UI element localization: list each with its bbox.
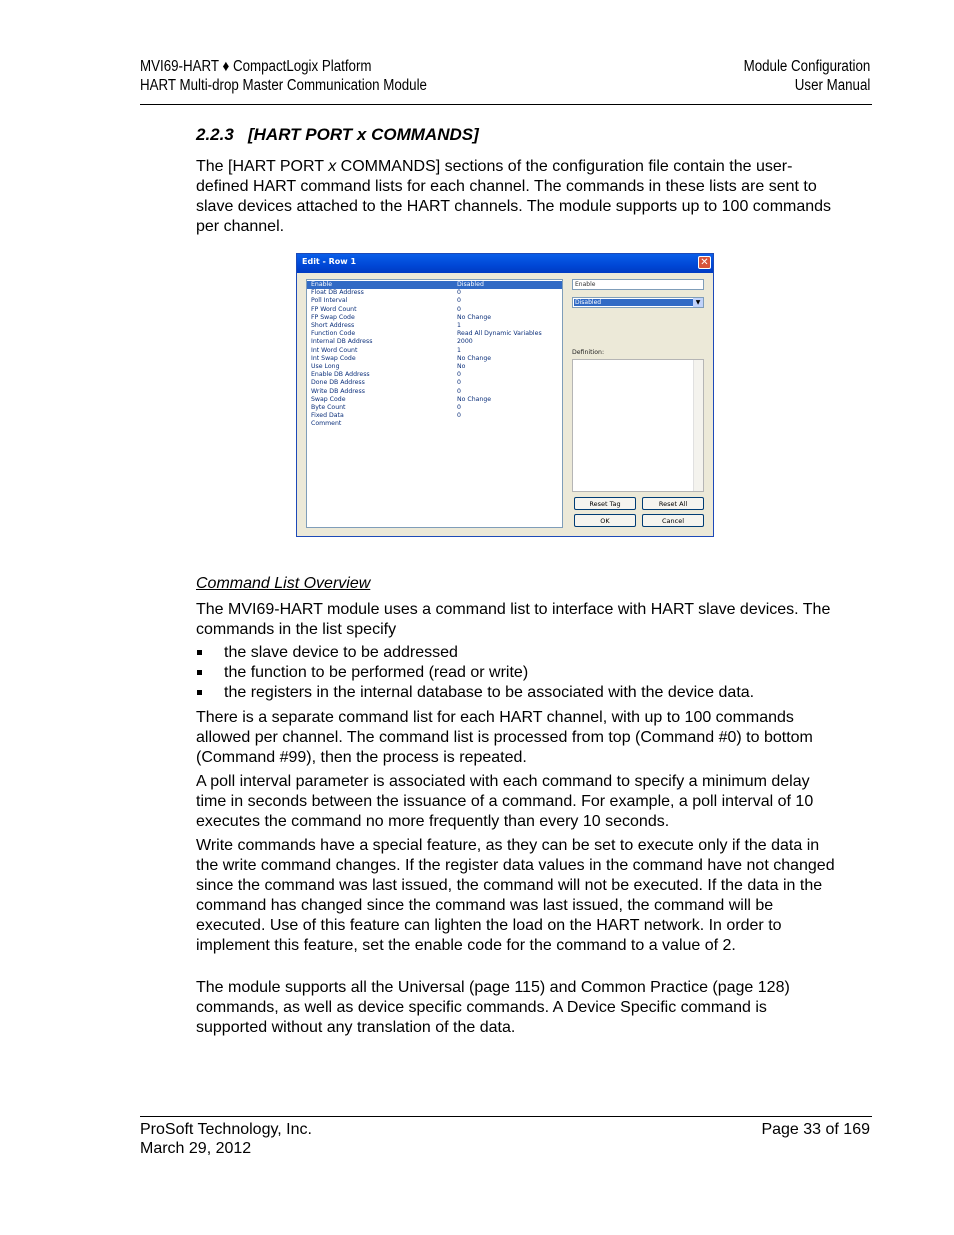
parameter-row[interactable] [307,297,562,305]
header-doc-type: User Manual [794,77,870,94]
parameter-value: Read All Dynamic Variables [457,330,542,338]
parameter-name: Comment [311,420,342,428]
parameter-row[interactable] [307,412,562,420]
intro-paragraph [196,157,836,237]
parameter-value: Disabled [457,281,484,288]
footer-divider [140,1116,872,1117]
header-module: HART Multi-drop Master Communication Module [140,77,427,94]
parameter-name: Done DB Address [311,379,365,387]
parameter-row[interactable] [307,347,562,355]
parameter-value: No [457,363,466,370]
parameter-name: Int Word Count [311,346,358,354]
parameter-name: Int Swap Code [311,354,356,362]
reset-tag-button[interactable]: Reset Tag [574,497,636,510]
parameter-value: 2000 [457,338,473,346]
parameter-row[interactable] [307,330,562,338]
intro-italic-x: x [328,158,337,175]
list-item: the registers in the internal database to be associated with the device data. [196,683,754,703]
parameter-row[interactable] [307,281,562,289]
parameter-list[interactable] [306,279,563,528]
parameter-row[interactable] [307,371,562,379]
parameter-row[interactable] [307,379,562,387]
parameter-name: Fixed Data [311,412,344,420]
overview-paragraph-2: There is a separate command list for each HART channel, with up to 100 commands allowed per channel. The command list is processed from top (Command #0) to bottom (Command #99), then the process is repeated. [196,709,813,766]
parameter-value: 0 [457,305,461,313]
parameter-row[interactable] [307,404,562,412]
parameter-row[interactable] [307,314,562,322]
close-icon[interactable]: ✕ [698,256,711,269]
header-chapter: Module Configuration [743,58,870,75]
parameter-value: 0 [457,412,461,420]
dialog-title: Edit - Row 1 [302,257,357,266]
parameter-name: Use Long [311,363,340,370]
overview-paragraph-4: Write commands have a special feature, as they can be set to execute only if the data in the write command changes. If the register data values in the command have not changed since the command was last issued, the command will not be executed. If the data in the command has changed since the command was last issued, the command will be executed. Use of this feature can lighten the load on the HART network. In order to implement this feature, set the enable code for the command to a value of 2. [196,837,835,954]
parameter-name: Float DB Address [311,289,364,297]
parameter-name: Enable [311,281,333,288]
footer-date: March 29, 2012 [140,1140,252,1157]
parameter-row[interactable] [307,396,562,404]
parameter-value: 0 [457,371,461,379]
intro-text-end: COMMANDS] sections of the configuration file contain the user-defined HART command lists for each channel. The commands in these lists are sent to slave devices attached to the HART channels. The module supports up to 100 commands per channel. [196,158,832,235]
list-item: the slave device to be addressed [196,643,754,663]
parameter-row[interactable] [307,306,562,314]
parameter-name: FP Word Count [311,305,357,313]
definition-label: Definition: [572,349,605,356]
parameter-value: 0 [457,289,461,297]
footer-company: ProSoft Technology, Inc. [140,1121,312,1138]
parameter-name: FP Swap Code [311,313,355,321]
parameter-value: No Change [457,313,492,321]
chevron-down-icon[interactable]: ▼ [693,298,703,307]
field-name-box: Enable [572,279,704,290]
parameter-row[interactable] [307,289,562,297]
definition-textbox[interactable] [572,359,704,492]
parameter-value: 0 [457,387,461,395]
parameter-value: 0 [457,404,461,411]
parameter-row[interactable] [307,355,562,363]
command-list-overview-heading: Command List Overview [196,575,371,592]
overview-paragraph-1: The MVI69-HART module uses a command list to interface with HART slave devices. The commands in the list specify [196,601,831,638]
parameter-name: Byte Count [311,404,346,411]
value-dropdown[interactable] [572,297,704,308]
reset-all-button[interactable]: Reset All [642,497,704,510]
parameter-name: Swap Code [311,395,346,403]
section-title: 2.2.3 [HART PORT x COMMANDS] [196,125,479,144]
dialog-title-bar [297,254,713,273]
header-left [140,57,427,95]
dropdown-selected-value: Disabled [574,299,693,306]
parameter-value: No Change [457,395,492,403]
parameter-name: Short Address [311,322,355,329]
edit-row-dialog [296,253,714,537]
parameter-row[interactable] [307,363,562,371]
header-right [743,57,870,95]
overview-paragraph-5: The module supports all the Universal (page 115) and Common Practice (page 128) commands, as well as device specific commands. A Device Specific command is supported without any translation of the data. [196,979,790,1036]
parameter-row[interactable] [307,338,562,346]
definition-scrollbar[interactable] [693,360,703,491]
parameter-row[interactable] [307,388,562,396]
parameter-name: Write DB Address [311,387,365,395]
cancel-button[interactable]: Cancel [642,514,704,527]
list-item: the function to be performed (read or write) [196,663,754,683]
footer-page-number: Page 33 of 169 [761,1121,870,1138]
intro-text-start: The [HART PORT [196,158,329,175]
parameter-value: 0 [457,379,461,387]
header-divider [140,104,872,105]
overview-paragraph-3: A poll interval parameter is associated with each command to specify a minimum delay time in seconds between the issuance of a command. For example, a poll interval of 10 executes the command no more frequently than every 10 seconds. [196,773,814,830]
parameter-name: Internal DB Address [311,338,373,346]
parameter-value: No Change [457,354,492,362]
footer-left [140,1120,312,1158]
parameter-value: 1 [457,322,461,329]
parameter-row[interactable] [307,322,562,330]
parameter-name: Poll Interval [311,297,348,305]
header-product: MVI69-HART ♦ CompactLogix Platform [140,58,372,75]
parameter-value: 0 [457,297,461,305]
parameter-name: Enable DB Address [311,371,370,379]
parameter-name: Function Code [311,330,356,338]
specify-bullet-list [196,643,754,703]
parameter-value: 1 [457,346,461,354]
parameter-row[interactable] [307,420,562,428]
ok-button[interactable]: OK [574,514,636,527]
